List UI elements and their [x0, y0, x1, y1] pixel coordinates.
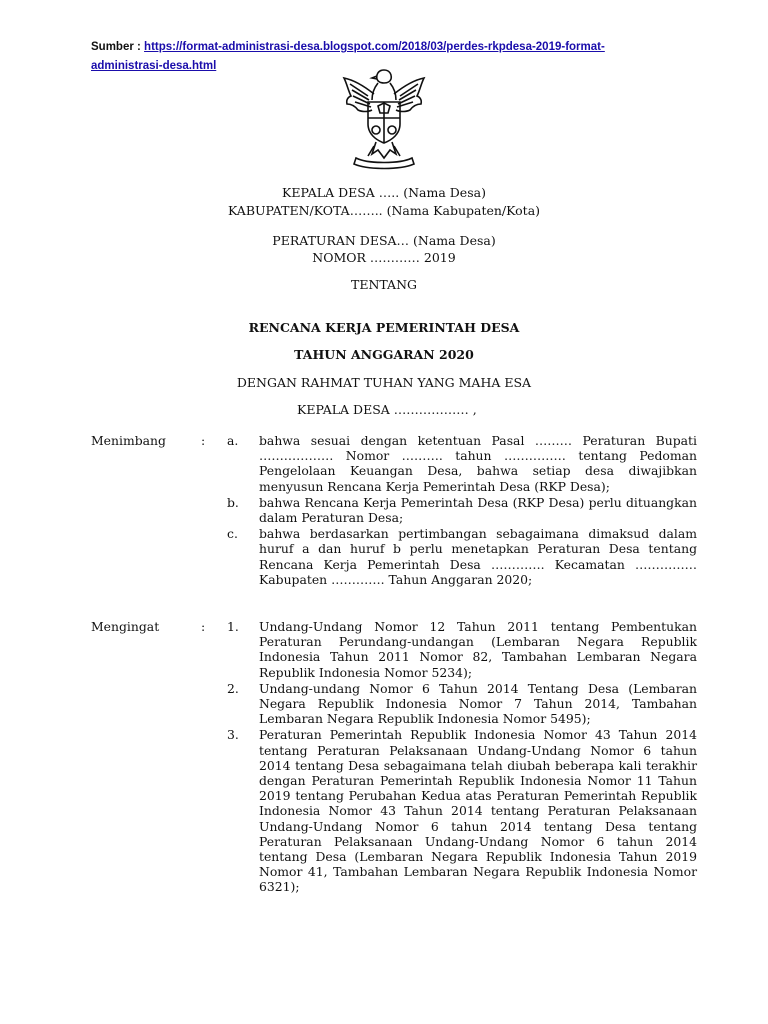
- heading-line-1: KEPALA DESA ….. (Nama Desa): [282, 185, 486, 200]
- document-year: TAHUN ANGGARAN 2020: [294, 347, 474, 362]
- document-title: RENCANA KERJA PEMERINTAH DESA: [248, 320, 520, 335]
- garuda-emblem-icon: [338, 66, 430, 170]
- item-text: bahwa Rencana Kerja Pemerintah Desa (RKP Desa) perlu dituangkan dalam Peraturan Desa;: [259, 494, 697, 526]
- kepala-desa-line: KEPALA DESA ……………… ,: [297, 402, 477, 417]
- item-marker: 2.: [227, 680, 239, 696]
- item-marker: a.: [227, 433, 239, 448]
- list-item: [91, 526, 697, 587]
- item-text: bahwa sesuai dengan ketentuan Pasal ……… Peraturan Bupati ……………… Nomor ………. tahun …………… tentang Pedoman Pengelolaan Keuangan Desa, bahwa setiap desa diwajibkan menyusun Rencana Kerja Pemerintah Desa (RKP Desa);: [259, 433, 697, 494]
- item-marker: 3.: [227, 727, 239, 743]
- item-marker: b.: [227, 494, 239, 510]
- item-marker: c.: [227, 526, 238, 542]
- preamble-line: DENGAN RAHMAT TUHAN YANG MAHA ESA: [236, 375, 532, 390]
- colon: :: [201, 433, 206, 448]
- list-item: [91, 495, 697, 525]
- regulation-block: [0, 232, 768, 266]
- section-label: Menimbang: [91, 433, 166, 448]
- item-text: Undang-Undang Nomor 12 Tahun 2011 tentang Pembentukan Peraturan Perundang-undangan (Lembaran Negara Republik Indonesia Tahun 2011 Nomor 82, Tambahan Lembaran Negara Republik Indonesia Nomor 5234);: [259, 619, 697, 680]
- list-item: [91, 727, 697, 894]
- colon: :: [201, 619, 206, 634]
- tentang-label: TENTANG: [350, 277, 417, 292]
- source-label: Sumber :: [91, 41, 145, 53]
- regulation-line-1: PERATURAN DESA… (Nama Desa): [272, 233, 496, 248]
- list-item: [91, 619, 697, 680]
- mengingat-section: [91, 619, 697, 896]
- menimbang-section: [91, 433, 697, 588]
- list-item: [91, 433, 697, 494]
- item-marker: 1.: [227, 619, 239, 634]
- item-text: bahwa berdasarkan pertimbangan sebagaimana dimaksud dalam huruf a dan huruf b perlu menetapkan Peraturan Desa tentang Rencana Kerja Pemerintah Desa …………. Kecamatan …………… Kabupaten …………. Tahun Anggaran 2020;: [259, 526, 697, 587]
- item-text: Undang-undang Nomor 6 Tahun 2014 Tentang Desa (Lembaran Negara Republik Indonesia Nomor 7 Tahun 2014, Tambahan Lembaran Negara Republik Indonesia Nomor 5495);: [259, 680, 697, 727]
- heading-block: [0, 184, 768, 219]
- heading-line-2: KABUPATEN/KOTA…….. (Nama Kabupaten/Kota): [227, 202, 541, 218]
- list-item: [91, 681, 697, 727]
- section-label: Mengingat: [91, 619, 160, 634]
- item-text: Peraturan Pemerintah Republik Indonesia Nomor 43 Tahun 2014 tentang Peraturan Pelaksanaan Undang-Undang Nomor 6 tahun 2014 tentang Desa sebagaimana telah diubah beberapa kali terakhir dengan Peraturan Pemerintah Republik Indonesia Nomor 11 Tahun 2019 tentang Perubahan Kedua atas Peraturan Pemerintah Republik Indonesia Nomor 43 Tahun 2014 tentang Peraturan Pelaksanaan Undang-Undang Nomor 6 tahun 2014 tentang Desa tentang Peraturan Pelaksanaan Undang-Undang Nomor 6 tahun 2014 tentang Desa (Lembaran Negara Republik Indonesia Tahun 2019 Nomor 41, Tambahan Lembaran Negara Republik Indonesia Nomor 6321);: [259, 727, 697, 895]
- regulation-number: NOMOR ………… 2019: [312, 250, 456, 265]
- source-link[interactable]: https://format-administrasi-desa.blogspot.com/2018/03/perdes-rkpdesa-2019-format-administrasi-desa.html: [91, 41, 605, 72]
